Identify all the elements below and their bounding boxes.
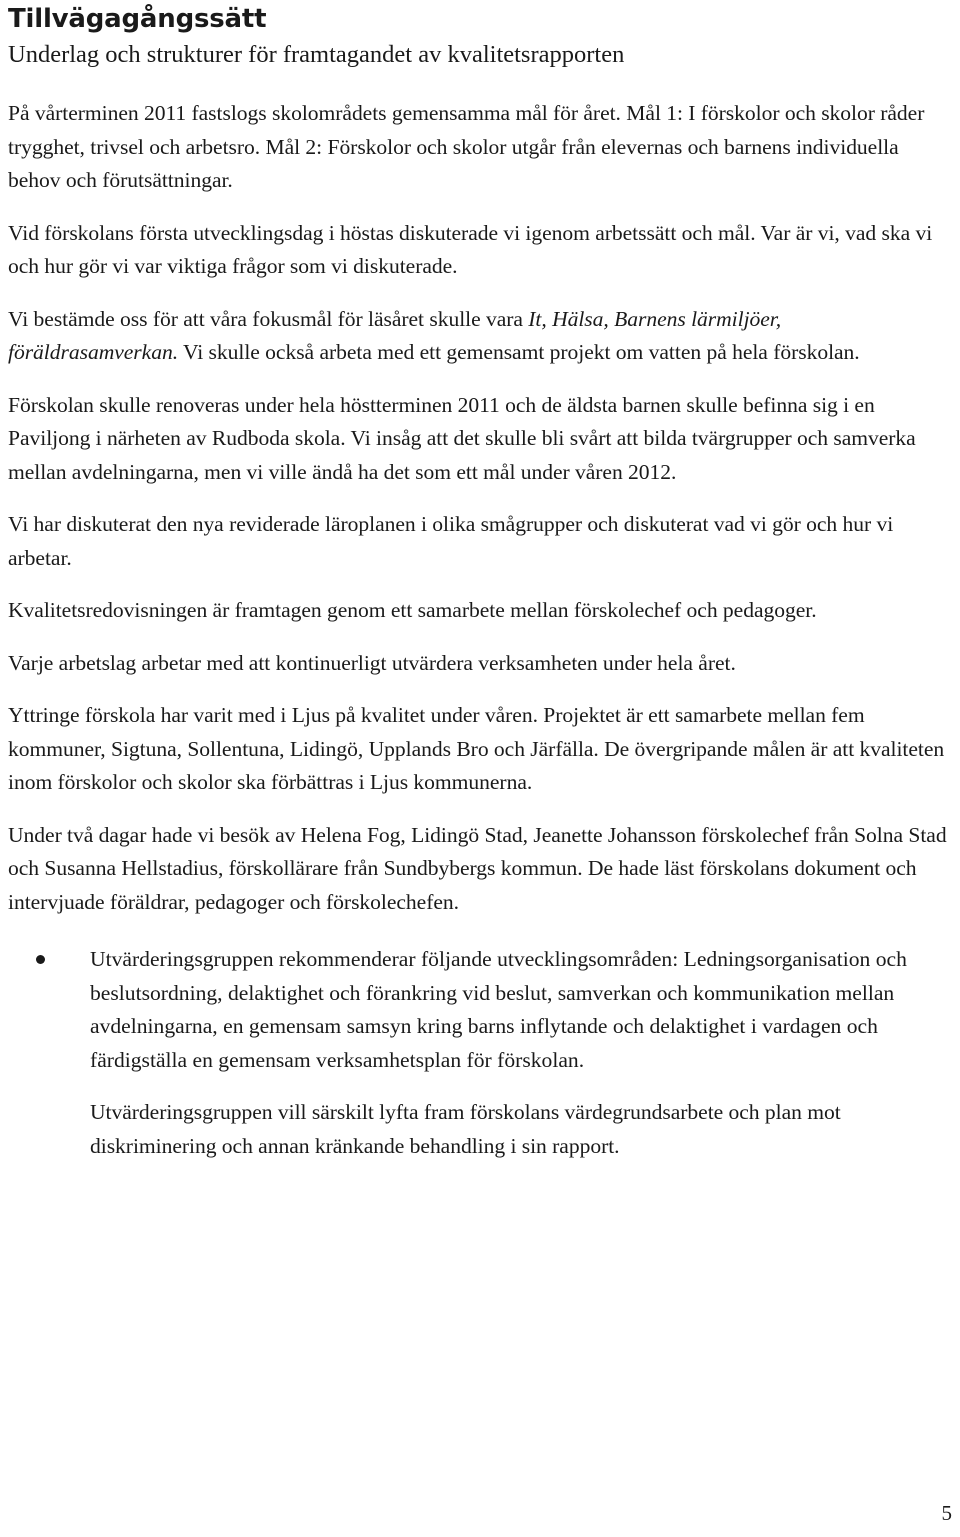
list-item-text: Utvärderingsgruppen rekommenderar följande utvecklingsområden: Ledningsorganisation och beslutsordning, delaktighet och förankring vid beslut, samverkan och kommunikation mellan avdelningarna, en gemensam samsyn kring barns inflytande och delaktighet i vardagen och färdigställa en gemensam verksamhetsplan för förskolan. <box>90 947 907 1072</box>
paragraph-visit: Under två dagar hade vi besök av Helena Fog, Lidingö Stad, Jeanette Johansson förskolechef från Solna Stad och Susanna Hellstadius, förskollärare från Sundbybergs kommun. De hade läst förskolans dokument och intervjuade föräldrar, pedagoger och förskolechefen. <box>8 822 947 914</box>
paragraph-development-day: Vid förskolans första utvecklingsdag i höstas diskuterade vi igenom arbetssätt och mål. Var är vi, vad ska vi och hur gör vi var viktiga frågor som vi diskuterade. <box>8 220 933 278</box>
paragraph-goals: På vårterminen 2011 fastslogs skolområdets gemensamma mål för året. Mål 1: I förskolor och skolor råder trygghet, trivsel och arbetsro. Mål 2: Förskolor och skolor utgår från elevernas och barnens individuella behov och förutsättningar. <box>8 101 925 192</box>
paragraph-renovation: Förskolan skulle renoveras under hela höstterminen 2011 och de äldsta barnen skulle befinna sig i en Paviljong i närheten av Rudboda skola. Vi insåg att det skulle bli svårt att bilda tvärgrupper och samverka mellan avdelningarna, men vi ville ändå ha det som ett mål under våren 2012. <box>8 392 916 484</box>
section-subheading: Underlag och strukturer för framtagandet av kvalitetsrapporten <box>8 41 625 68</box>
focus-text-before: Vi bestämde oss för att våra fokusmål för läsåret skulle vara <box>8 306 529 331</box>
paragraph-quality-report: Kvalitetsredovisningen är framtagen genom ett samarbete mellan förskolechef och pedagoger. <box>8 598 817 622</box>
bullet-icon <box>36 955 45 964</box>
focus-goals-italic: It, Hälsa, Barnens lärmiljöer, föräldrasamverkan. <box>8 306 782 364</box>
document-page <box>8 0 953 1163</box>
list-item <box>8 943 953 1077</box>
paragraph-team-evaluation: Varje arbetslag arbetar med att kontinuerligt utvärdera verksamheten under hela året. <box>8 650 736 675</box>
paragraph-curriculum: Vi har diskuterat den nya reviderade läroplanen i olika smågrupper och diskuterat vad vi gör och hur vi arbetar. <box>8 512 894 570</box>
paragraph-ljus-project: Yttringe förskola har varit med i Ljus på kvalitet under våren. Projektet är ett samarbete mellan fem kommuner, Sigtuna, Sollentuna, Lidingö, Upplands Bro och Järfälla. De övergripande målen är att kvaliteten inom förskolor och skolor ska förbättras i Ljus kommunerna. <box>8 703 945 794</box>
focus-text-after: Vi skulle också arbeta med ett gemensamt projekt om vatten på hela förskolan. <box>178 340 860 364</box>
paragraph-closing: Utvärderingsgruppen vill särskilt lyfta fram förskolans värdegrundsarbete och plan mot diskriminering och annan kränkande behandling i sin rapport. <box>90 1100 841 1158</box>
recommendation-list <box>8 943 953 1077</box>
page-number: 5 <box>941 1501 952 1525</box>
paragraph-focus-goals <box>8 303 953 370</box>
section-heading: Tillvägagångssätt <box>8 4 267 34</box>
